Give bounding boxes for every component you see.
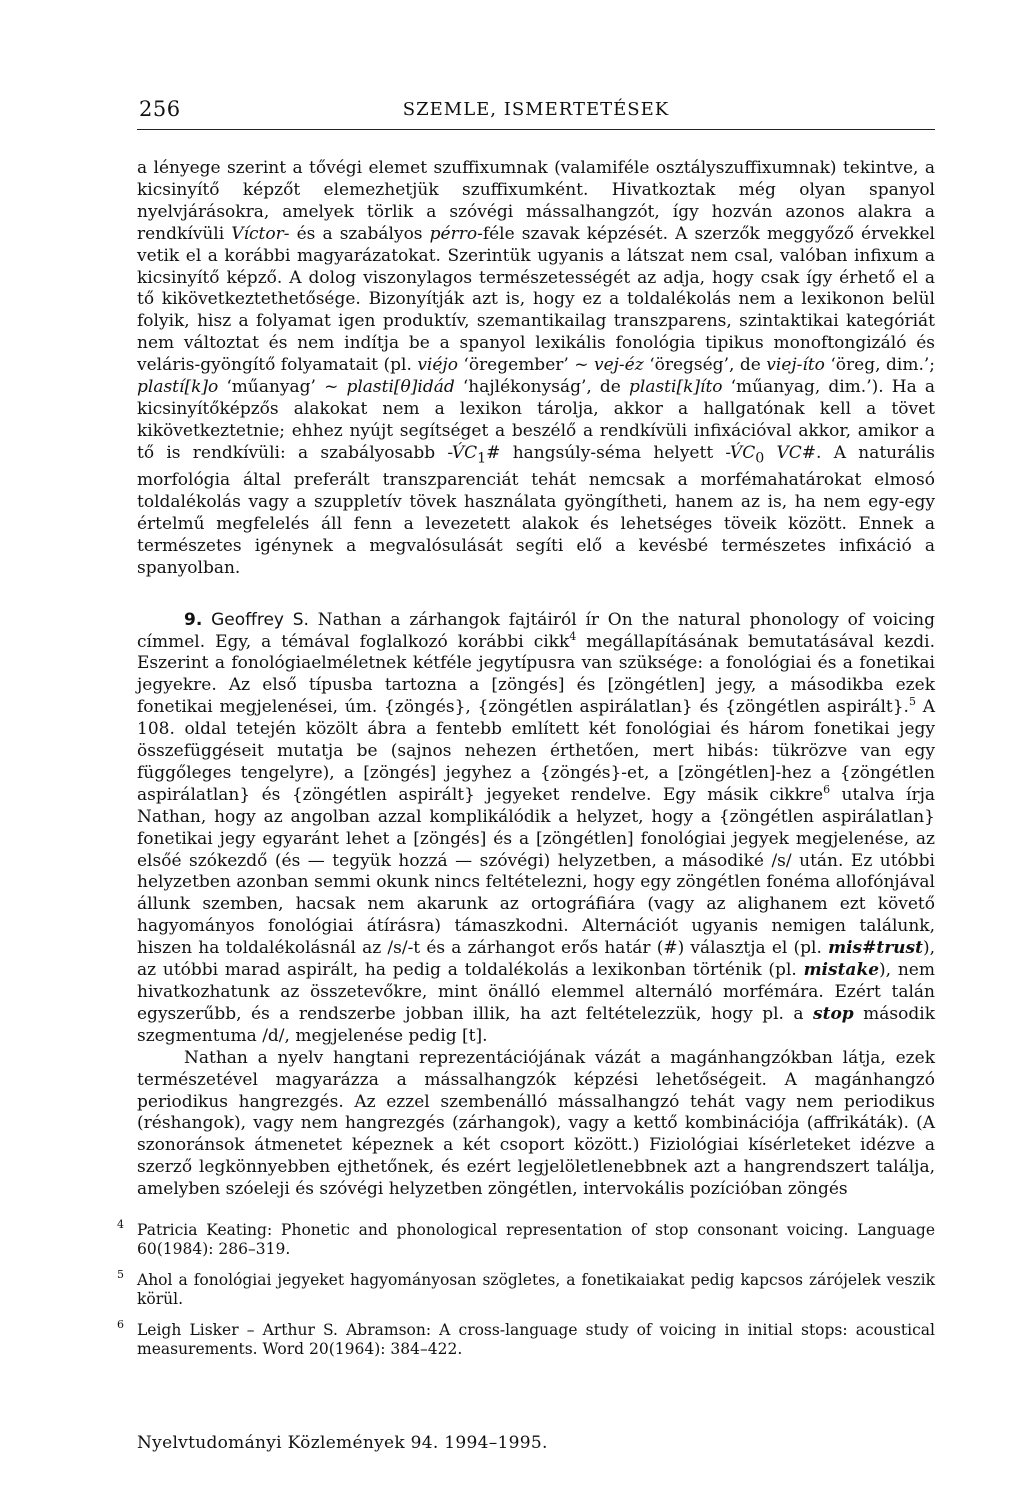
- footnote-ref[interactable]: 6: [823, 782, 831, 796]
- footnote-6: [117, 1318, 935, 1359]
- footnote-text: Ahol a fonológiai jegyeket hagyományosan szögletes, a fonetikaiakat pedig kapcsos zárójelek veszik körül.: [137, 1271, 935, 1308]
- text-run: ‘öregember’ ~: [457, 355, 594, 376]
- page-header: [137, 95, 935, 130]
- example-word: plasti[θ]idád: [346, 377, 455, 398]
- footnote-mark: 5: [117, 1268, 124, 1281]
- text-run: és a szabályos: [289, 223, 430, 244]
- text-run: második szegmentuma /d/, megjelenése pedig [t].: [137, 1003, 936, 1046]
- footnote-ref[interactable]: 5: [908, 695, 916, 709]
- stress-subscript: 0: [755, 450, 765, 467]
- stress-pattern: -V́C: [447, 442, 478, 463]
- body-text: [137, 158, 935, 1201]
- example-word: mis#trust: [828, 938, 923, 959]
- footnote-text: Patricia Keating: Phonetic and phonological representation of stop consonant voicing. Language 60(1984): 286–319.: [137, 1221, 935, 1258]
- text-run: ‘műanyag’ ~: [218, 377, 347, 398]
- footnote-4: [117, 1218, 935, 1259]
- example-word: Víctor-: [231, 223, 290, 244]
- stress-pattern: VC#: [764, 442, 817, 463]
- text-run: ‘öreg, dim.’;: [824, 355, 935, 376]
- text-run: hangsúly-séma helyett: [500, 442, 726, 463]
- text-run: ‘öregség’, de: [643, 355, 767, 376]
- footnote-5: [117, 1268, 935, 1309]
- example-word: plasti[k]íto: [629, 377, 723, 398]
- running-head: SZEMLE, ISMERTETÉSEK: [402, 99, 670, 120]
- text-run: -féle szavak képzését. A szerzők meggyőző érvekkel vetik el a korábbi magyarázatokat. Szerintük ugyanis a látszat nem csal, valóban infixum a kicsinyítő képző. A dolog viszonylagos természetességét az adja, hogy csak így érhető el a tő kikövetkeztethetősége. Bizonyítják azt is, hogy ez a toldalékolás nem a lexikonon belül folyik, hisz a folyamat igen produktív, szemantikailag transzparens, szintaktikai kategóriát nem változtat és nem indítja be a spanyol lexikális fonológia tipikus monoftongizáló és veláris-gyöngítő folyamatait (pl.: [137, 223, 935, 376]
- stress-subscript: 1: [477, 450, 487, 467]
- text-run: Nathan a zárhangok fajtáiról ír On the natural phonology of voicing címmel. Egy, a témával foglalkozó korábbi cikk: [137, 609, 936, 652]
- example-word: vej-éz: [594, 355, 644, 376]
- text-run: ), az utóbbi marad aspirált, ha pedig a toldalékolás a lexikonban történik (pl.: [137, 938, 935, 981]
- stress-pattern: -V́C: [725, 442, 756, 463]
- paragraph-3: Nathan a nyelv hangtani reprezentációjának vázát a magánhangzókban látja, ezek természetével magyarázza a mássalhangzók képzési lehetőségeit. A magánhangzó periodikus hangrezgés. Az ezzel szembenálló mássalhangzó tehát vagy nem periodikus (réshangok), vagy nem hangrezgés (zárhangok), vagy a kettő kombinációja (affrikáták). (A szonoránsok átmenetet képeznek a két csoport között.) Fiziológiai kísérleteket idézve a szerző legkönnyebben ejthetőnek, és ezért legjelöletlenebbnek azt a hangrendszert találja, amelyben szóeleji és szóvégi helyzetben zöngétlen, intervokális pozícióban zöngés: [137, 1047, 935, 1200]
- text-run: A 108. oldal tetején közölt ábra a fentebb említett két fonológiai és három fonetikai jegy összefüggéseit mutatja be (sajnos nehezen érthetően, mert hibás: tükrözve van egy függőleges tengelyre), a [zöngés] jegyhez a {zöngés}-et, a [zöngétlen]-hez a {zöngétlen aspirálatlan} és {zöngétlen aspirált} jegyeket rendelve. Egy másik cikkre: [137, 697, 936, 805]
- text-run: a lényege szerint a tővégi elemet szuffixumnak (valamiféle osztályszuffixumnak) tekintve, a kicsinyítő képzőt elemezhetjük szuffixumként. Hivatkoztak még olyan spanyol nyelvjárásokra, amelyek törlik a szóvégi mássalhangzót, így hozván azonos alakra a rendkívüli: [137, 158, 935, 244]
- example-word: pérro: [429, 223, 478, 244]
- stress-boundary: #: [486, 442, 501, 463]
- page-number: 256: [139, 97, 181, 121]
- text-run: ), nem hivatkozhatunk az összetevőkre, mint önálló elemmel alternáló morfémára. Ezért talán egyszerűbb, és a rendszerbe jobban illik, ha azt feltételezzük, hogy pl. a: [137, 960, 935, 1024]
- footnotes: [117, 1218, 935, 1371]
- text-run: . A naturális morfológia által preferált transzparenciát tehát nemcsak a morfémahatárokat elmosó toldalékolás vagy a szuppletív tövek használata gyöngítheti, hanem az is, ha nem egy-egy értelmű megfelelés áll fenn a levezetett alakok és lehetséges töveik között. Ennek a természetes igénynek a megvalósulását segíti elő a kevésbé természetes infixáció a spanyolban.: [137, 442, 935, 578]
- text-run: megállapításának bemutatásával kezdi. Eszerint a fonológiaelméletnek kétféle jegytípusra van szüksége: a fonológiai és a fonetikai jegyekre. Az első típusba tartozna a [zöngés] és [zöngétlen] jegy, a másodikba ezek fonetikai megjelenései, úm. {zöngés}, {zöngétlen aspirálatlan} és {zöngétlen aspirált}.: [137, 631, 935, 718]
- example-word: mistake: [803, 960, 880, 981]
- text-run: utalva írja Nathan, hogy az angolban azzal komplikálódik a helyzet, hogy a {zöngétlen aspirálatlan} fonetikai jegy egyaránt lehet a [zöngés] és a [zöngétlen] fonológiai jegyek megjelenése, az elsőé szókezdő (és — tegyük hozzá — szóvégi) helyzetben, a másodiké /s/ után. Ez utóbbi helyzetben azonban semmi okunk nincs feltételezni, hogy egy zöngétlen fonéma allofónjával állunk szemben, hacsak nem akarunk az ortográfiára (vagy az alighanem ezt követő hagyományos fonológiai átírásra) támaszkodni. Alternációt ugyanis nemigen találunk, hiszen ha toldalékolásnál az /s/-t és a zárhangot erős határ (#) választja el (pl.: [137, 784, 935, 959]
- text-run: ‘hajlékonyság’, de: [454, 377, 629, 398]
- footnote-mark: 4: [117, 1218, 124, 1231]
- text-run: ‘műanyag, dim.’). Ha a kicsinyítőképzős alakokat nem a lexikon tárolja, akkor a hallgatónak kell a tövet kikövetkeztetnie; ehhez nyújt segítséget a beszélő a rendkívüli infixációval akkor, amikor a tő is rendkívüli: a szabályosabb: [137, 377, 936, 463]
- footnote-ref[interactable]: 4: [569, 629, 577, 643]
- footnote-mark: 6: [117, 1318, 124, 1331]
- example-word: viéjo: [417, 355, 458, 376]
- example-word: plastí[k]o: [137, 377, 219, 398]
- example-word: viej-íto: [766, 355, 825, 376]
- journal-footer: Nyelvtudományi Közlemények 94. 1994–1995.: [137, 1433, 548, 1453]
- paragraph-1: [137, 158, 935, 580]
- footnote-text: Leigh Lisker – Arthur S. Abramson: A cross-language study of voicing in initial stops: acoustical measurements. Word 20(1964): 384–422.: [137, 1321, 935, 1358]
- section-number: 9.: [184, 609, 203, 630]
- paragraph-2: [137, 610, 935, 1048]
- section-author: Geoffrey S.: [202, 609, 309, 630]
- example-word: stop: [813, 1003, 854, 1024]
